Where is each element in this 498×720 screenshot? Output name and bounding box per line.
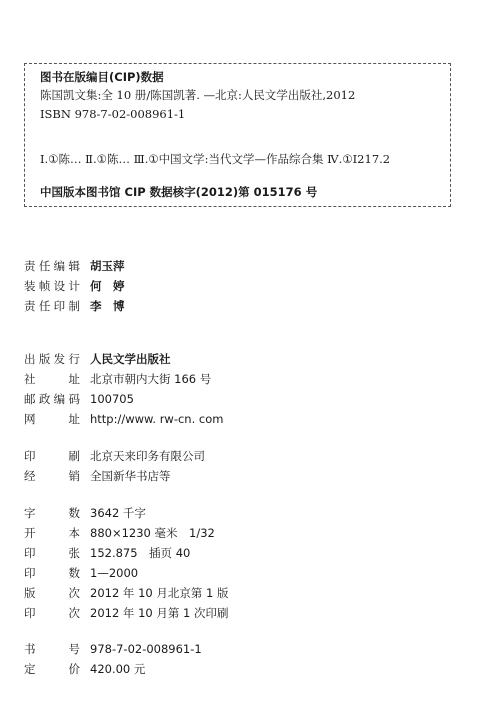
printing-value: 全国新华书店等 — [90, 469, 171, 483]
publisher-row — [24, 390, 134, 406]
spec-value: 880×1230 毫米 1/32 — [90, 526, 215, 540]
cip-classification: Ⅰ.①陈… Ⅱ.①陈… Ⅲ.①中国文学:当代文学—作品综合集 Ⅳ.①I217.2 — [40, 152, 391, 166]
publisher-value: http://www. rw-cn. com — [90, 412, 224, 426]
credit-row — [24, 257, 125, 273]
credit-label: 责任印制 — [24, 299, 80, 313]
cip-record-number: 中国版本图书馆 CIP 数据核字(2012)第 015176 号 — [40, 185, 318, 199]
spec-row — [24, 504, 146, 520]
pricing-label: 书号 — [24, 642, 80, 656]
cip-isbn: ISBN 978-7-02-008961-1 — [40, 107, 186, 121]
spec-row — [24, 584, 229, 600]
spec-label: 印张 — [24, 546, 80, 560]
credit-row — [24, 277, 125, 293]
printing-row — [24, 447, 205, 463]
publisher-value: 100705 — [90, 392, 134, 406]
pricing-label: 定价 — [24, 662, 80, 676]
spec-row — [24, 544, 190, 560]
spec-label: 印数 — [24, 566, 80, 580]
cip-catalog-entry: 陈国凯文集:全 10 册/陈国凯著. —北京:人民文学出版社,2012 — [40, 88, 356, 102]
spec-row — [24, 524, 215, 540]
credit-value: 胡玉萍 — [90, 259, 125, 273]
publisher-row — [24, 370, 211, 386]
publisher-label: 社址 — [24, 372, 80, 386]
publisher-value: 北京市朝内大街 166 号 — [90, 372, 212, 386]
printing-row — [24, 467, 171, 483]
spec-label: 字数 — [24, 506, 80, 520]
publisher-row — [24, 410, 223, 426]
credit-label: 装帧设计 — [24, 279, 80, 293]
printing-label: 印刷 — [24, 449, 80, 463]
spec-row — [24, 604, 229, 620]
pricing-value: 978-7-02-008961-1 — [90, 642, 202, 656]
pricing-row — [24, 640, 202, 656]
pricing-row — [24, 660, 145, 676]
spec-label: 印次 — [24, 606, 80, 620]
spec-value: 1—2000 — [90, 566, 139, 580]
spec-label: 开本 — [24, 526, 80, 540]
publisher-label: 网址 — [24, 412, 80, 426]
spec-value: 3642 千字 — [90, 506, 146, 520]
printing-value: 北京天来印务有限公司 — [90, 449, 205, 463]
spec-value: 152.875 插页 40 — [90, 546, 191, 560]
spec-label: 版次 — [24, 586, 80, 600]
publisher-label: 出版发行 — [24, 352, 80, 366]
cip-title: 图书在版编目(CIP)数据 — [40, 70, 164, 84]
credit-label: 责任编辑 — [24, 259, 80, 273]
publisher-value: 人民文学出版社 — [90, 352, 171, 366]
pricing-value: 420.00 元 — [90, 662, 146, 676]
printing-label: 经销 — [24, 469, 80, 483]
spec-value: 2012 年 10 月第 1 次印刷 — [90, 606, 229, 620]
credit-value: 李 博 — [90, 299, 125, 313]
publisher-label: 邮政编码 — [24, 392, 80, 406]
spec-row — [24, 564, 138, 580]
spec-value: 2012 年 10 月北京第 1 版 — [90, 586, 229, 600]
publisher-row — [24, 350, 171, 366]
credit-value: 何 婷 — [90, 279, 125, 293]
credit-row — [24, 297, 125, 313]
